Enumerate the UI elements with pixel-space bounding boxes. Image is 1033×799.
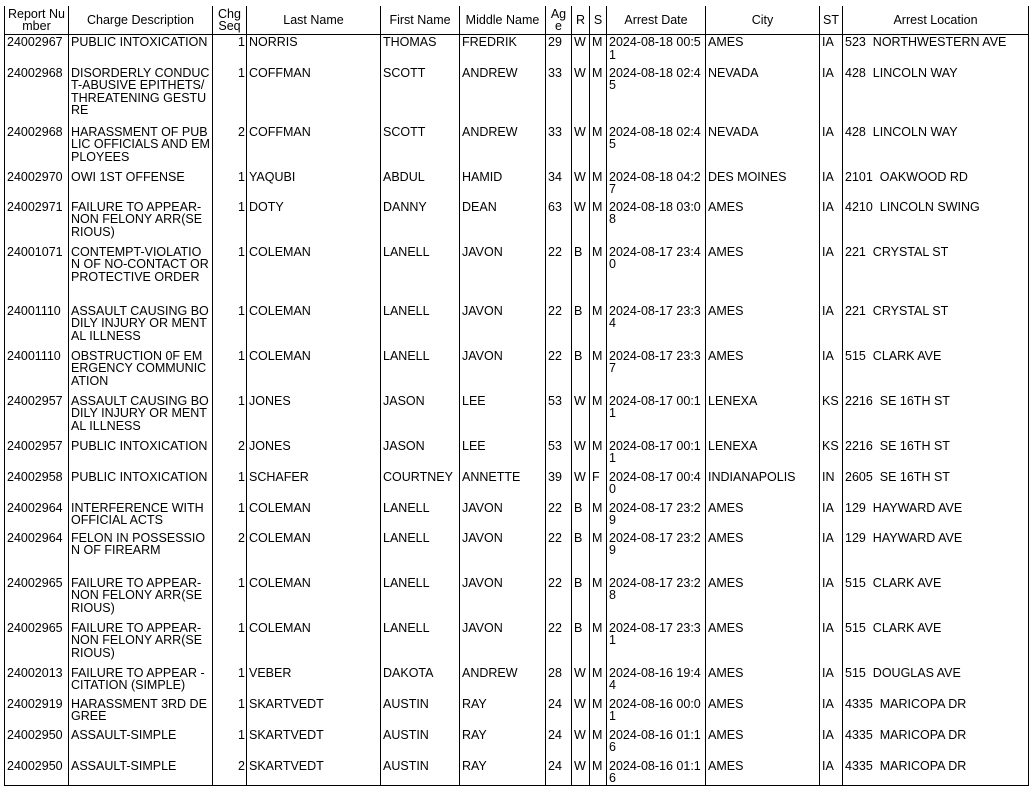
table-row [5,439,1029,470]
cell-middle: RAY [460,728,546,759]
cell-last: COLEMAN [247,501,381,531]
cell-last: NORRIS [247,35,381,66]
arrest-log-table [4,6,1029,786]
cell-middle: JAVON [460,621,546,666]
table-row [5,394,1029,439]
cell-st: KS [820,439,843,470]
cell-loc: 4210 LINCOLN SWING [843,200,1029,245]
cell-middle: HAMID [460,170,546,200]
column-header: Age [546,6,572,35]
column-header: S [590,6,607,35]
cell-seq: 1 [213,470,247,501]
cell-r: W [572,666,590,697]
cell-st: IA [820,531,843,576]
cell-city: NEVADA [706,66,820,125]
table-row [5,245,1029,304]
cell-s: M [590,576,607,621]
cell-city: AMES [706,245,820,304]
cell-s: F [590,470,607,501]
cell-s: M [590,304,607,349]
cell-st: IA [820,35,843,66]
cell-middle: JAVON [460,304,546,349]
table-row [5,666,1029,697]
cell-date: 2024-08-17 00:40 [607,470,706,501]
cell-report: 24002964 [5,531,69,576]
cell-age: 33 [546,66,572,125]
cell-charge: HARASSMENT 3RD DEGREE [69,697,213,728]
cell-report: 24002013 [5,666,69,697]
cell-middle: RAY [460,759,546,786]
cell-last: VEBER [247,666,381,697]
cell-report: 24002964 [5,501,69,531]
cell-st: IA [820,666,843,697]
cell-first: AUSTIN [381,697,460,728]
cell-middle: ANDREW [460,666,546,697]
cell-charge: FELON IN POSSESSION OF FIREARM [69,531,213,576]
cell-first: LANELL [381,304,460,349]
cell-middle: DEAN [460,200,546,245]
table-row [5,501,1029,531]
cell-city: LENEXA [706,439,820,470]
cell-last: SCHAFER [247,470,381,501]
column-header: Arrest Date [607,6,706,35]
cell-date: 2024-08-18 02:45 [607,125,706,170]
cell-loc: 515 DOUGLAS AVE [843,666,1029,697]
cell-middle: RAY [460,697,546,728]
cell-age: 22 [546,531,572,576]
table-row [5,66,1029,125]
cell-loc: 221 CRYSTAL ST [843,245,1029,304]
cell-charge: FAILURE TO APPEAR-NON FELONY ARR(SERIOUS) [69,576,213,621]
cell-charge: INTERFERENCE WITH OFFICIAL ACTS [69,501,213,531]
cell-r: B [572,349,590,394]
cell-r: W [572,439,590,470]
cell-st: IN [820,470,843,501]
column-header: Chg Seq [213,6,247,35]
column-header: Middle Name [460,6,546,35]
cell-seq: 2 [213,759,247,786]
cell-age: 39 [546,470,572,501]
cell-last: SKARTVEDT [247,728,381,759]
cell-loc: 515 CLARK AVE [843,349,1029,394]
cell-r: W [572,200,590,245]
cell-middle: FREDRIK [460,35,546,66]
cell-last: DOTY [247,200,381,245]
cell-first: LANELL [381,621,460,666]
column-header: Arrest Location [843,6,1029,35]
table-row [5,576,1029,621]
cell-last: COFFMAN [247,66,381,125]
cell-first: ABDUL [381,170,460,200]
cell-report: 24002971 [5,200,69,245]
cell-age: 63 [546,200,572,245]
cell-city: AMES [706,304,820,349]
cell-r: B [572,531,590,576]
cell-middle: ANDREW [460,125,546,170]
cell-charge: PUBLIC INTOXICATION [69,470,213,501]
table-row [5,531,1029,576]
cell-age: 24 [546,697,572,728]
cell-first: JASON [381,394,460,439]
cell-last: JONES [247,439,381,470]
cell-s: M [590,349,607,394]
cell-last: YAQUBI [247,170,381,200]
cell-city: AMES [706,666,820,697]
cell-st: IA [820,200,843,245]
cell-st: IA [820,125,843,170]
cell-report: 24002970 [5,170,69,200]
cell-report: 24002965 [5,576,69,621]
cell-report: 24002950 [5,759,69,786]
cell-s: M [590,501,607,531]
cell-seq: 1 [213,576,247,621]
cell-age: 24 [546,759,572,786]
cell-seq: 1 [213,349,247,394]
cell-city: AMES [706,349,820,394]
cell-date: 2024-08-16 00:01 [607,697,706,728]
cell-age: 33 [546,125,572,170]
cell-loc: 4335 MARICOPA DR [843,759,1029,786]
cell-date: 2024-08-16 01:16 [607,759,706,786]
cell-first: DANNY [381,200,460,245]
cell-date: 2024-08-17 23:28 [607,576,706,621]
cell-age: 22 [546,501,572,531]
cell-charge: FAILURE TO APPEAR-NON FELONY ARR(SERIOUS) [69,200,213,245]
cell-first: DAKOTA [381,666,460,697]
cell-first: LANELL [381,245,460,304]
cell-s: M [590,125,607,170]
cell-seq: 1 [213,35,247,66]
cell-st: IA [820,576,843,621]
cell-seq: 2 [213,531,247,576]
cell-age: 34 [546,170,572,200]
cell-middle: JAVON [460,576,546,621]
cell-last: COFFMAN [247,125,381,170]
cell-r: B [572,576,590,621]
cell-s: M [590,35,607,66]
cell-r: W [572,35,590,66]
cell-loc: 2216 SE 16TH ST [843,439,1029,470]
cell-st: IA [820,728,843,759]
cell-middle: JAVON [460,501,546,531]
cell-report: 24001071 [5,245,69,304]
cell-loc: 2605 SE 16TH ST [843,470,1029,501]
table-row [5,728,1029,759]
cell-report: 24002957 [5,439,69,470]
cell-charge: PUBLIC INTOXICATION [69,35,213,66]
cell-seq: 1 [213,666,247,697]
cell-loc: 428 LINCOLN WAY [843,125,1029,170]
cell-middle: LEE [460,439,546,470]
cell-first: SCOTT [381,125,460,170]
cell-loc: 2101 OAKWOOD RD [843,170,1029,200]
cell-charge: FAILURE TO APPEAR-NON FELONY ARR(SERIOUS) [69,621,213,666]
cell-date: 2024-08-17 23:29 [607,501,706,531]
cell-city: AMES [706,501,820,531]
cell-city: AMES [706,621,820,666]
cell-s: M [590,170,607,200]
cell-last: COLEMAN [247,304,381,349]
table-body [5,35,1029,786]
cell-last: COLEMAN [247,245,381,304]
cell-s: M [590,66,607,125]
table-row [5,35,1029,66]
table-header-row [5,6,1029,35]
cell-seq: 1 [213,66,247,125]
cell-r: W [572,470,590,501]
cell-charge: ASSAULT-SIMPLE [69,728,213,759]
cell-r: B [572,621,590,666]
cell-seq: 1 [213,304,247,349]
cell-r: W [572,66,590,125]
cell-r: B [572,501,590,531]
cell-age: 53 [546,394,572,439]
cell-report: 24002968 [5,66,69,125]
cell-city: AMES [706,35,820,66]
cell-s: M [590,728,607,759]
cell-middle: LEE [460,394,546,439]
cell-loc: 129 HAYWARD AVE [843,531,1029,576]
cell-city: NEVADA [706,125,820,170]
cell-report: 24001110 [5,304,69,349]
table-row [5,304,1029,349]
cell-city: AMES [706,531,820,576]
cell-r: W [572,170,590,200]
cell-r: B [572,304,590,349]
column-header: Report Number [5,6,69,35]
cell-st: IA [820,759,843,786]
cell-middle: JAVON [460,349,546,394]
cell-seq: 1 [213,170,247,200]
cell-st: KS [820,394,843,439]
cell-report: 24002950 [5,728,69,759]
cell-age: 22 [546,621,572,666]
cell-st: IA [820,245,843,304]
cell-date: 2024-08-17 23:37 [607,349,706,394]
cell-seq: 1 [213,728,247,759]
cell-middle: JAVON [460,245,546,304]
cell-first: THOMAS [381,35,460,66]
cell-first: LANELL [381,531,460,576]
cell-city: AMES [706,576,820,621]
cell-date: 2024-08-18 00:51 [607,35,706,66]
cell-charge: ASSAULT CAUSING BODILY INJURY OR MENTAL ILLNESS [69,394,213,439]
cell-report: 24002965 [5,621,69,666]
cell-date: 2024-08-17 00:11 [607,439,706,470]
cell-first: LANELL [381,501,460,531]
cell-charge: DISORDERLY CONDUCT-ABUSIVE EPITHETS/THREATENING GESTURE [69,66,213,125]
cell-s: M [590,666,607,697]
cell-middle: ANNETTE [460,470,546,501]
cell-date: 2024-08-17 23:29 [607,531,706,576]
cell-r: W [572,759,590,786]
cell-seq: 1 [213,394,247,439]
cell-loc: 129 HAYWARD AVE [843,501,1029,531]
cell-date: 2024-08-18 02:45 [607,66,706,125]
cell-loc: 523 NORTHWESTERN AVE [843,35,1029,66]
table-row [5,125,1029,170]
cell-seq: 1 [213,245,247,304]
cell-last: COLEMAN [247,349,381,394]
cell-age: 22 [546,576,572,621]
cell-s: M [590,759,607,786]
column-header: Last Name [247,6,381,35]
cell-report: 24001110 [5,349,69,394]
cell-middle: ANDREW [460,66,546,125]
cell-age: 22 [546,245,572,304]
cell-last: COLEMAN [247,621,381,666]
cell-report: 24002967 [5,35,69,66]
cell-date: 2024-08-17 23:40 [607,245,706,304]
cell-loc: 2216 SE 16TH ST [843,394,1029,439]
table-row [5,621,1029,666]
cell-charge: OWI 1ST OFFENSE [69,170,213,200]
cell-r: W [572,728,590,759]
column-header: First Name [381,6,460,35]
cell-r: W [572,394,590,439]
cell-seq: 1 [213,697,247,728]
cell-s: M [590,621,607,666]
cell-date: 2024-08-18 04:27 [607,170,706,200]
cell-last: JONES [247,394,381,439]
cell-city: AMES [706,200,820,245]
cell-st: IA [820,349,843,394]
cell-seq: 2 [213,439,247,470]
cell-s: M [590,245,607,304]
cell-s: M [590,394,607,439]
cell-city: AMES [706,728,820,759]
cell-city: INDIANAPOLIS [706,470,820,501]
cell-city: LENEXA [706,394,820,439]
cell-st: IA [820,697,843,728]
cell-middle: JAVON [460,531,546,576]
cell-charge: FAILURE TO APPEAR - CITATION (SIMPLE) [69,666,213,697]
cell-st: IA [820,621,843,666]
cell-last: SKARTVEDT [247,697,381,728]
cell-loc: 221 CRYSTAL ST [843,304,1029,349]
cell-first: LANELL [381,576,460,621]
cell-last: SKARTVEDT [247,759,381,786]
column-header: City [706,6,820,35]
cell-charge: ASSAULT-SIMPLE [69,759,213,786]
cell-s: M [590,200,607,245]
column-header: ST [820,6,843,35]
cell-first: AUSTIN [381,759,460,786]
table-row [5,697,1029,728]
cell-date: 2024-08-17 23:34 [607,304,706,349]
cell-charge: CONTEMPT-VIOLATION OF NO-CONTACT OR PROTECTIVE ORDER [69,245,213,304]
cell-first: SCOTT [381,66,460,125]
cell-first: AUSTIN [381,728,460,759]
cell-loc: 515 CLARK AVE [843,576,1029,621]
cell-st: IA [820,501,843,531]
cell-city: AMES [706,759,820,786]
cell-loc: 515 CLARK AVE [843,621,1029,666]
cell-r: W [572,125,590,170]
cell-st: IA [820,170,843,200]
cell-first: LANELL [381,349,460,394]
column-header: Charge Description [69,6,213,35]
table-row [5,200,1029,245]
cell-date: 2024-08-17 00:11 [607,394,706,439]
cell-age: 22 [546,349,572,394]
cell-seq: 2 [213,125,247,170]
cell-city: DES MOINES [706,170,820,200]
cell-s: M [590,697,607,728]
cell-last: COLEMAN [247,531,381,576]
cell-r: W [572,697,590,728]
cell-loc: 428 LINCOLN WAY [843,66,1029,125]
cell-seq: 1 [213,200,247,245]
cell-last: COLEMAN [247,576,381,621]
cell-seq: 1 [213,501,247,531]
cell-city: AMES [706,697,820,728]
cell-report: 24002968 [5,125,69,170]
cell-loc: 4335 MARICOPA DR [843,728,1029,759]
cell-charge: ASSAULT CAUSING BODILY INJURY OR MENTAL ILLNESS [69,304,213,349]
table-row [5,759,1029,786]
cell-st: IA [820,66,843,125]
cell-report: 24002919 [5,697,69,728]
column-header: R [572,6,590,35]
cell-date: 2024-08-16 19:44 [607,666,706,697]
cell-s: M [590,531,607,576]
cell-first: COURTNEY [381,470,460,501]
cell-s: M [590,439,607,470]
cell-report: 24002958 [5,470,69,501]
cell-charge: PUBLIC INTOXICATION [69,439,213,470]
table-row [5,349,1029,394]
cell-st: IA [820,304,843,349]
table-row [5,170,1029,200]
cell-seq: 1 [213,621,247,666]
cell-report: 24002957 [5,394,69,439]
table-row [5,470,1029,501]
cell-date: 2024-08-18 03:08 [607,200,706,245]
cell-age: 22 [546,304,572,349]
cell-loc: 4335 MARICOPA DR [843,697,1029,728]
cell-r: B [572,245,590,304]
cell-age: 53 [546,439,572,470]
cell-age: 29 [546,35,572,66]
cell-date: 2024-08-17 23:31 [607,621,706,666]
cell-charge: HARASSMENT OF PUBLIC OFFICIALS AND EMPLOYEES [69,125,213,170]
cell-first: JASON [381,439,460,470]
cell-age: 24 [546,728,572,759]
cell-date: 2024-08-16 01:16 [607,728,706,759]
cell-age: 28 [546,666,572,697]
cell-charge: OBSTRUCTION 0F EMERGENCY COMMUNICATION [69,349,213,394]
